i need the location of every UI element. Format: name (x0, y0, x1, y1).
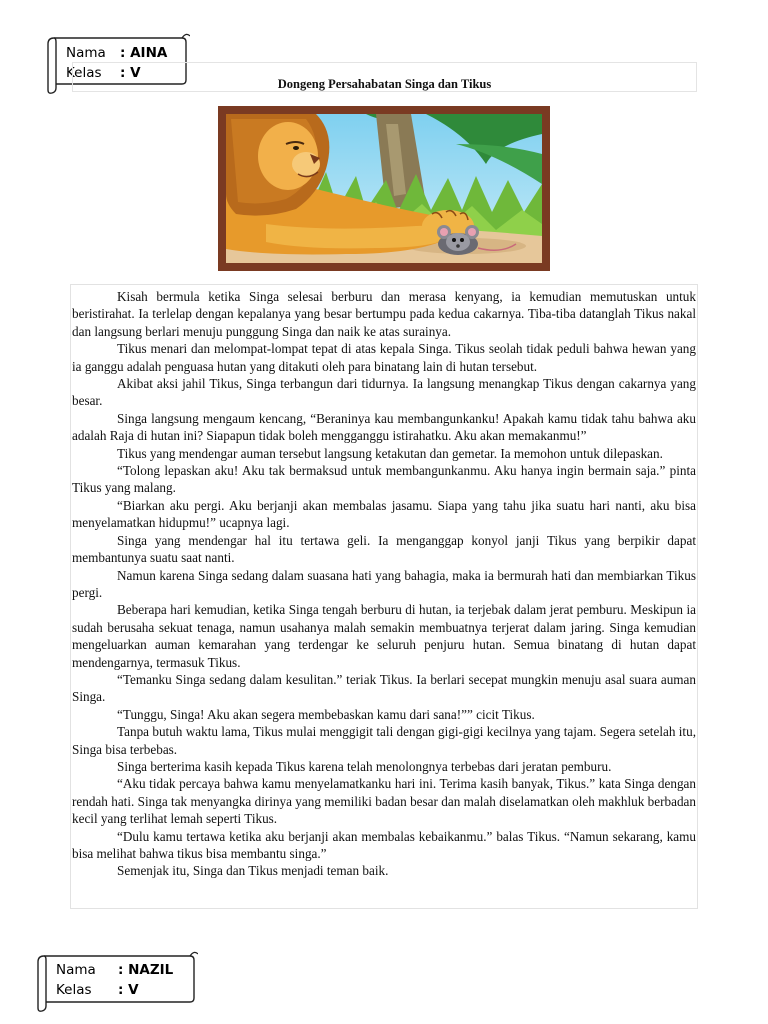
story-paragraph: Semenjak itu, Singa dan Tikus menjadi teman baik. (117, 863, 389, 879)
story-paragraph: “Aku tidak percaya bahwa kamu menyelamatkanku hari ini. Terima kasih banyak, Tikus.” kata Singa dengan rendah hati. Singa tak menyangka dirinya yang memiliki badan besar dan malah diselamatkan oleh makhluk berbadan kecil yang terlihat lemah seperti Tikus. (72, 776, 696, 827)
story-paragraph: “Biarkan aku pergi. Aku berjanji akan membalas jasamu. Siapa yang tahu jika suatu hari nanti, aku bisa menyelamatkan hidupmu!” ucapnya lagi. (72, 497, 696, 531)
page-title: Dongeng Persahabatan Singa dan Tikus (277, 77, 492, 91)
class-key: Kelas (66, 65, 102, 81)
story-paragraph: Tanpa butuh waktu lama, Tikus mulai menggigit tali dengan gigi-gigi kecilnya yang tajam. Segera setelah itu, Singa bisa terbebas. (72, 724, 696, 757)
class-key: Kelas (56, 982, 92, 998)
story-paragraph: Kisah bermula ketika Singa selesai berburu dan merasa kenyang, ia kemudian memutuskan untuk beristirahat. Ia terlelap dengan kepalanya yang besar bertumpu pada kedua cakarnya. Tiba-tiba datanglah Tikus nakal dan langsung berlari menuju punggung Singa dan naik ke atas surainya. (72, 289, 696, 339)
story-paragraph: Beberapa hari kemudian, ketika Singa tengah berburu di hutan, ia terjebak dalam jerat pemburu. Meskipun ia sudah berusaha sekuat tenaga, namun usahanya malah semakin membuatnya terjerat dalam jaring. Singa kemudian mengeluarkan auman kemarahan yang terdengar ke seluruh penjuru hutan. Semua binatang di hutan dapat mendengarnya, termasuk Tikus. (72, 602, 696, 670)
lion-and-mouse-illustration (226, 114, 542, 263)
story-paragraph: Singa langsung mengaum kencang, “Beraninya kau membangunkanku! Apakah kamu tidak tahu bahwa aku adalah Raja di hutan ini? Siapapun tidak boleh mengganggu istirahatku. Aku akan memakanmu!” (72, 410, 696, 444)
name-key: Nama (56, 962, 96, 978)
name-value: : AINA (120, 45, 168, 61)
story-paragraph: “Temanku Singa sedang dalam kesulitan.” teriak Tikus. Ia berlari secepat mungkin menuju asal suara auman Singa. (72, 671, 696, 705)
name-key: Nama (66, 45, 106, 61)
story-paragraph: Tikus yang mendengar auman tersebut langsung ketakutan dan gemetar. Ia memohon untuk dilepaskan. (117, 445, 663, 461)
story-paragraph: “Tolong lepaskan aku! Aku tak bermaksud untuk membangunkanmu. Aku hanya ingin bermain saja.” pinta Tikus yang malang. (72, 463, 696, 496)
story-paragraph: Singa yang mendengar hal itu tertawa geli. Ia menganggap konyol janji Tikus yang berpikir dapat membantunya suatu saat nanti. (72, 532, 696, 566)
class-value: : V (118, 982, 139, 998)
class-value: : V (120, 65, 141, 81)
story-paragraph: Namun karena Singa sedang dalam suasana hati yang bahagia, maka ia bermurah hati dan membiarkan Tikus pergi. (72, 567, 696, 600)
name-value: : NAZIL (118, 962, 174, 978)
story-paragraph: Akibat aksi jahil Tikus, Singa terbangun dari tidurnya. Ia langsung menangkap Tikus dengan cakarnya yang besar. (72, 376, 696, 409)
story-paragraph: “Tunggu, Singa! Aku akan segera membebaskan kamu dari sana!”” cicit Tikus. (117, 706, 535, 722)
story-paragraph: Tikus menari dan melompat-lompat tepat di atas kepala Singa. Tikus seolah tidak peduli bahwa hewan yang ia ganggu adalah penguasa hutan yang ditakuti oleh para binatang lain di hutan tersebut. (72, 341, 696, 374)
story-paragraph: Singa berterima kasih kepada Tikus karena telah menolongnya terbebas dari jeratan pemburu. (117, 758, 612, 774)
story-illustration (218, 106, 550, 271)
bottom-name-label (34, 948, 198, 1014)
story-paragraph: “Dulu kamu tertawa ketika aku berjanji akan membalas kebaikanmu.” balas Tikus. “Namun sekarang, kamu bisa melihat bahwa tikus bisa membantu singa.” (72, 828, 696, 861)
story-text (70, 284, 698, 909)
